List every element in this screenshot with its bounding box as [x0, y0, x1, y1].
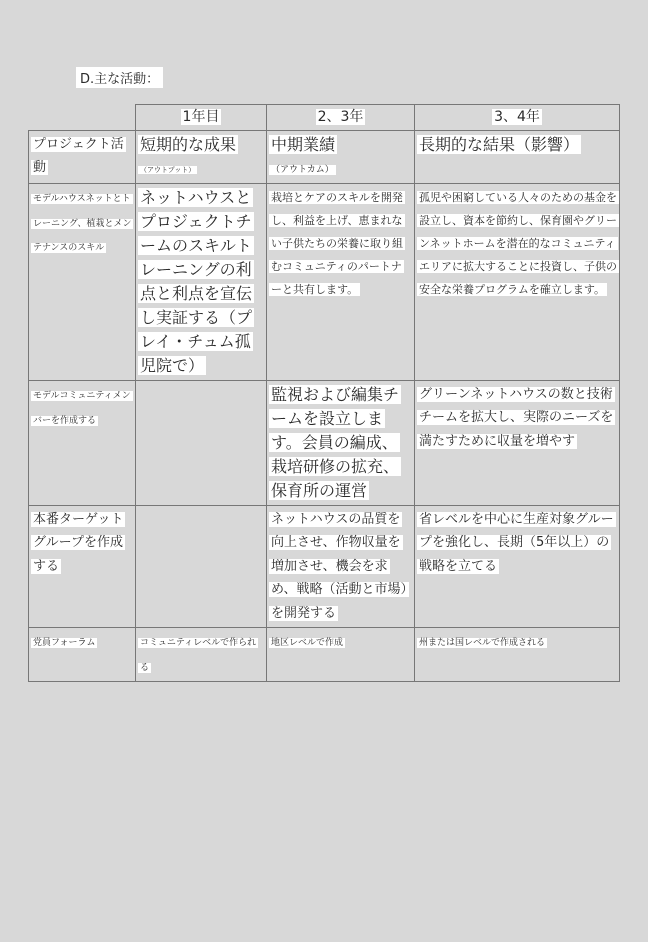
activities-table: [28, 104, 620, 682]
row-label: モデルハウスネットとトレーニング、植栽とメンテナンスのスキル: [29, 184, 136, 381]
table-cell: 監視および編集チームを設立します。会員の編成、栽培研修の拡充、保育所の運営: [267, 381, 415, 506]
row-label: プロジェクト活動: [29, 130, 136, 184]
row-label: 本番ターゲットグループを作成する: [29, 506, 136, 628]
table-cell: 地区レベルで作成: [267, 628, 415, 682]
table-cell: 栽培とケアのスキルを開発し、利益を上げ、恵まれない子供たちの栄養に取り組むコミュニティのパートナーと共有します。: [267, 184, 415, 381]
table-cell: 孤児や困窮している人々のための基金を設立し、資本を節約し、保育園やグリーンネットホームを潜在的なコミュニティエリアに拡大することに投資し、子供の安全な栄養プログラムを確立します。: [415, 184, 620, 381]
table-cell: 州または国レベルで作成される: [415, 628, 620, 682]
table-cell: [136, 506, 267, 628]
table-cell: 中期業績 （アウトカム）: [267, 130, 415, 184]
header-year-2-3: 2、3年: [267, 105, 415, 131]
table-row: [29, 381, 620, 506]
table-cell: 省レベルを中心に生産対象グループを強化し、長期（5年以上）の戦略を立てる: [415, 506, 620, 628]
table-row: [29, 628, 620, 682]
table-cell: グリーンネットハウスの数と技術チームを拡大し、実際のニーズを満たすために収量を増やす: [415, 381, 620, 506]
table-cell: ネットハウスとプロジェクトチームのスキルトレーニングの利点と利点を宣伝し実証する（プレイ・チュム孤児院で）: [136, 184, 267, 381]
header-year-3-4: 3、4年: [415, 105, 620, 131]
row-label: モデルコミュニティメンバーを作成する: [29, 381, 136, 506]
section-heading: D.主な活動：: [76, 67, 163, 88]
table-cell: [136, 381, 267, 506]
table-cell: ネットハウスの品質を向上させ、作物収量を増加させ、機会を求め、戦略（活動と市場）を開発する: [267, 506, 415, 628]
table-cell: コミュニティレベルで作られる: [136, 628, 267, 682]
table-row: [29, 184, 620, 381]
header-year-1: 1年目: [136, 105, 267, 131]
header-row: [29, 105, 620, 131]
header-corner: [29, 105, 136, 131]
table-cell: 短期的な成果 （アウトプット）: [136, 130, 267, 184]
row-label: 党員フォーラム: [29, 628, 136, 682]
table-row: [29, 506, 620, 628]
table-row: [29, 130, 620, 184]
table-cell: 長期的な結果（影響）: [415, 130, 620, 184]
